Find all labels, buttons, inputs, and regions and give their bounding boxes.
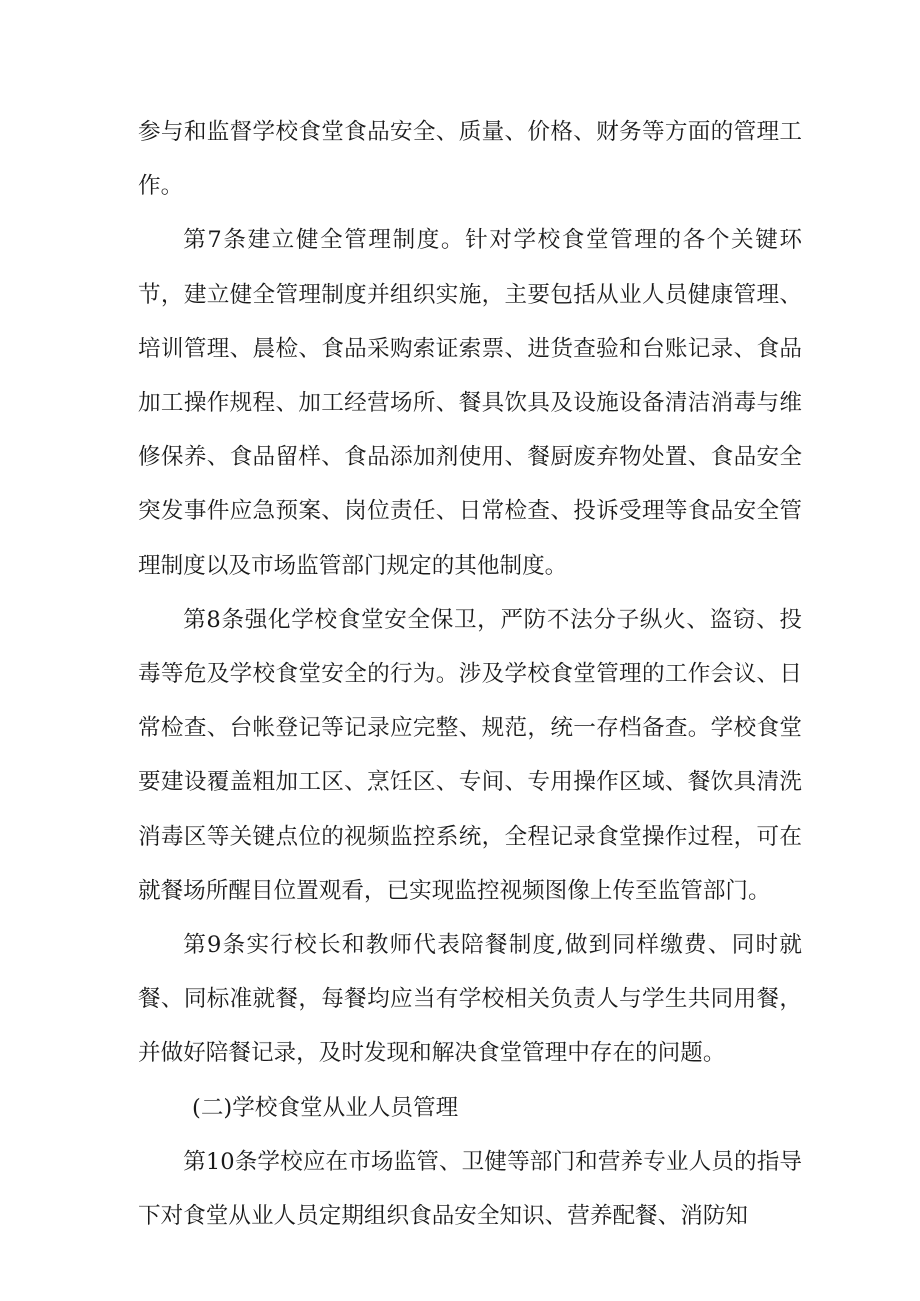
paragraph-continuation: 参与和监督学校食堂食品安全、质量、价格、财务等方面的管理工作。 (138, 119, 802, 200)
paragraph-article-10: 第10条学校应在市场监管、卫健等部门和营养专业人员的指导下对食堂从业人员定期组织食品安全知识、营养配餐、消防知 (138, 1148, 802, 1230)
document-body (138, 105, 802, 1243)
paragraph-article-7: 第7条建立健全管理制度。针对学校食堂管理的各个关键环节，建立健全管理制度并组织实施，主要包括从业人员健康管理、培训管理、晨检、食品采购索证索票、进货查验和台账记录、食品加工操作规程、加工经营场所、餐具饮具及设施设备清洁消毒与维修保养、食品留样、食品添加剂使用、餐厨废弃物处置、食品安全突发事件应急预案、岗位责任、日常检查、投诉受理等食品安全管理制度以及市场监管部门规定的其他制度。 (138, 227, 802, 579)
section-heading: (二)学校食堂从业人员管理 (192, 1094, 459, 1121)
paragraph-article-9: 第9条实行校长和教师代表陪餐制度,做到同样缴费、同时就餐、同标准就餐，每餐均应当有学校相关负责人与学生共同用餐，并做好陪餐记录，及时发现和解决食堂管理中存在的问题。 (138, 932, 802, 1067)
paragraph-article-8: 第8条强化学校食堂安全保卫，严防不法分子纵火、盗窃、投毒等危及学校食堂安全的行为。涉及学校食堂管理的工作会议、日常检查、台帐登记等记录应完整、规范，统一存档备查。学校食堂要建设覆盖粗加工区、烹饪区、专间、专用操作区域、餐饮具清洗消毒区等关键点位的视频监控系统，全程记录食堂操作过程，可在就餐场所醒目位置观看，已实现监控视频图像上传至监管部门。 (138, 606, 802, 904)
